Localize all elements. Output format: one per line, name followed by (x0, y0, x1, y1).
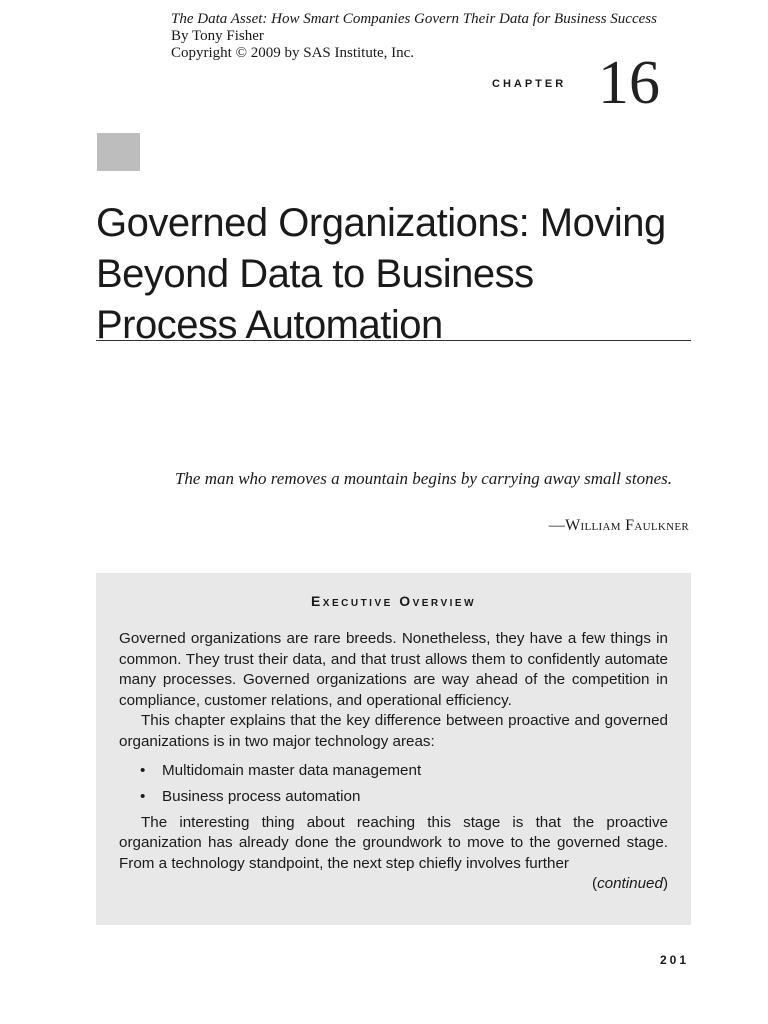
overview-bullet-list (119, 760, 668, 807)
book-title: The Data Asset: How Smart Companies Govern Their Data for Business Success (171, 11, 657, 27)
copyright-line: Copyright © 2009 by SAS Institute, Inc. (171, 45, 415, 61)
chapter-number: 16 (598, 49, 660, 117)
chapter-title-line-3: Process Automation (96, 303, 443, 347)
author-line: By Tony Fisher (171, 28, 264, 44)
list-item: • Business process automation (162, 786, 668, 807)
list-item: • Multidomain master data management (162, 760, 668, 781)
epigraph-quote: The man who removes a mountain begins by carrying away small stones. (174, 469, 672, 488)
title-rule (96, 340, 691, 341)
chapter-title-line-2: Beyond Data to Business (96, 252, 534, 296)
attribution-author: William Faulkner (565, 517, 689, 534)
attribution-dash: — (548, 517, 566, 534)
executive-overview-box (96, 573, 691, 925)
running-header (171, 11, 657, 62)
page-number: 201 (659, 953, 689, 967)
continued-note: (continued) (592, 875, 668, 893)
overview-body (119, 629, 668, 895)
overview-paragraph-1: Governed organizations are rare breeds. Nonetheless, they have a few things in common. They trust their data, and that trust allows them to confidently automate many processes. Governed organizations are way ahead of the competition in compliance, customer relations, and operational efficiency. (119, 630, 668, 709)
overview-heading: Executive Overview (310, 593, 477, 609)
chapter-label: CHAPTER (492, 78, 567, 90)
overview-paragraph-2: This chapter explains that the key difference between proactive and governed organizations is in two major technology areas: (119, 712, 668, 750)
chapter-title-line-1: Governed Organizations: Moving (96, 201, 666, 245)
epigraph-attribution (400, 517, 689, 535)
chapter-title (96, 198, 691, 351)
overview-paragraph-3: The interesting thing about reaching this stage is that the proactive organization has already done the groundwork to move to the governed stage. From a technology standpoint, the next step chiefly involves further (119, 813, 668, 872)
chapter-marker-square (97, 133, 140, 171)
